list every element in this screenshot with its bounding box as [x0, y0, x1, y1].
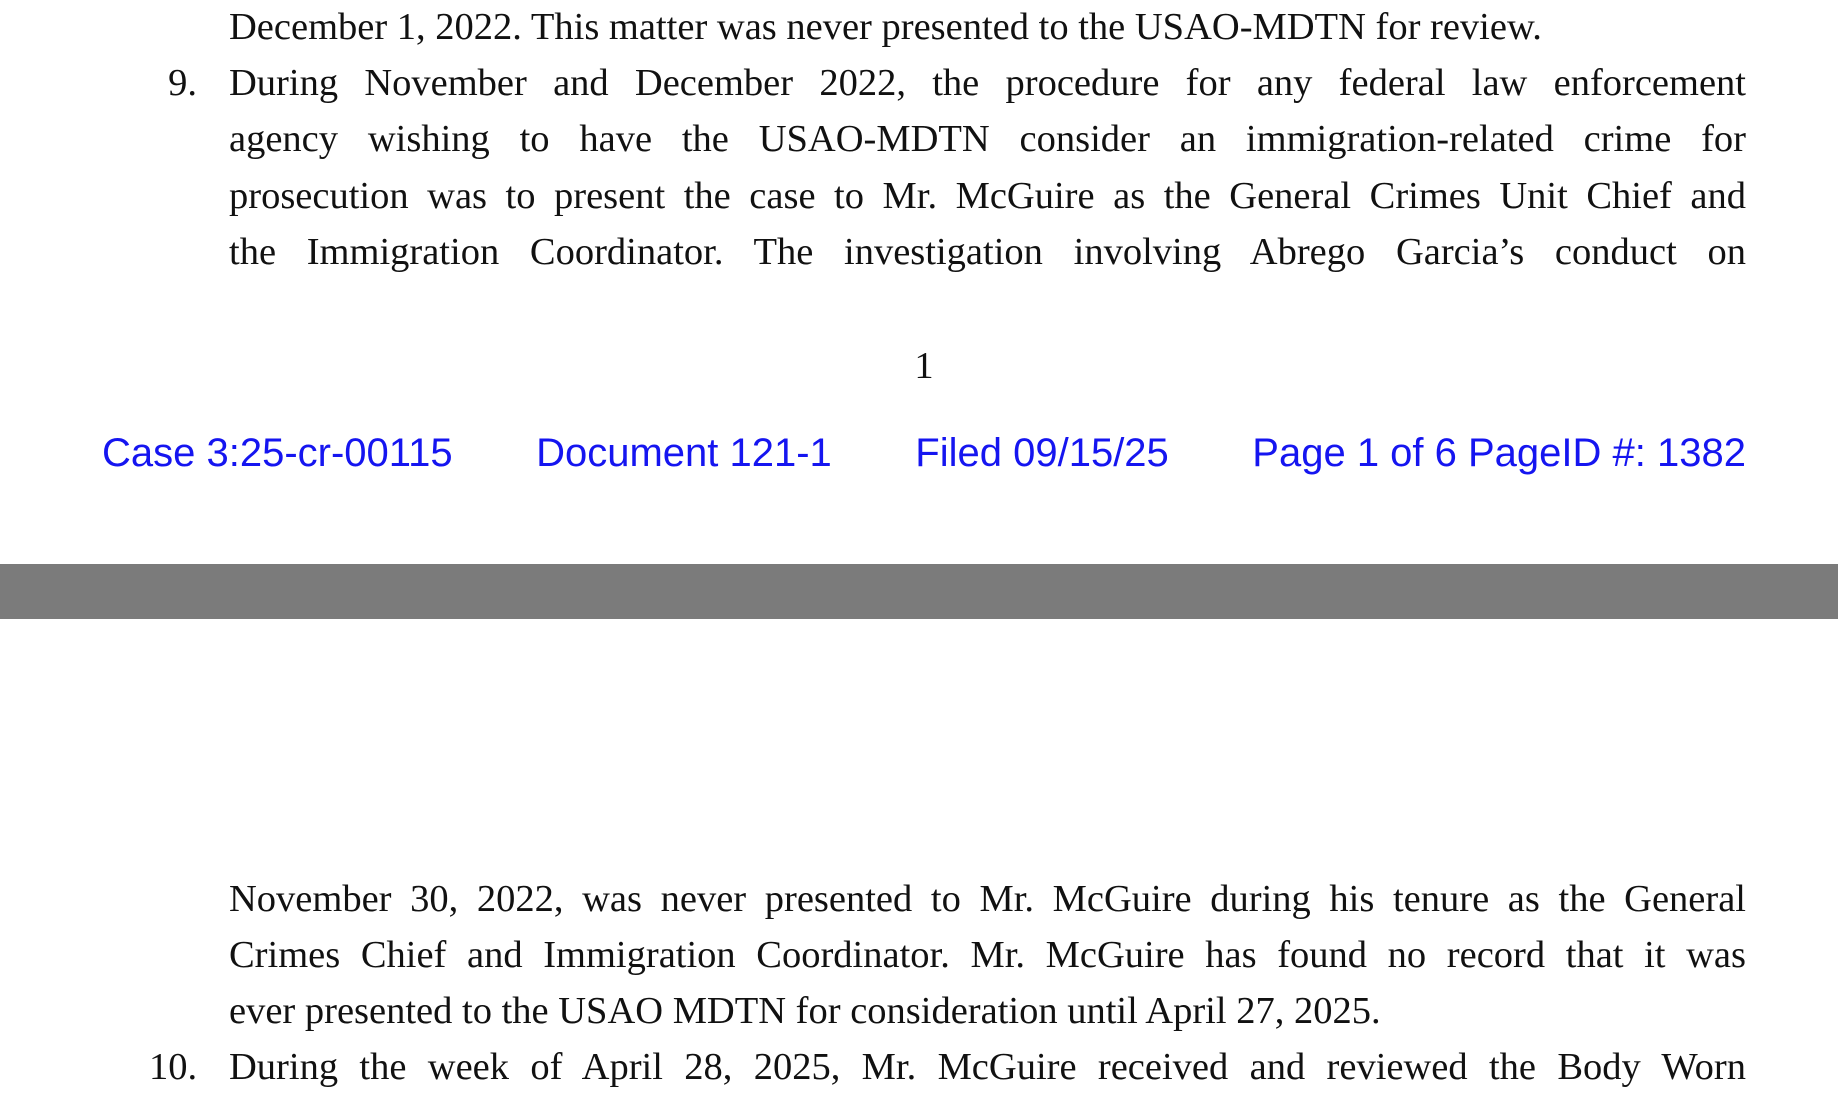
page-number: 1: [914, 345, 934, 387]
paragraph-line: December 1, 2022. This matter was never presented to the USAO-MDTN for review.: [229, 6, 1542, 48]
filed-date: Filed 09/15/25: [915, 431, 1169, 475]
filing-stamp: [102, 425, 1746, 481]
paragraph-line: During November and December 2022, the procedure for any federal law enforcement: [229, 62, 1746, 104]
page-separator: [0, 564, 1838, 619]
paragraph-line: agency wishing to have the USAO-MDTN consider an immigration-related crime for: [229, 118, 1746, 160]
item-number: 10.: [149, 1046, 198, 1088]
item-number: 9.: [168, 62, 197, 104]
case-number: Case 3:25-cr-00115: [102, 431, 453, 475]
document-number: Document 121-1: [536, 431, 832, 475]
paragraph-line: the Immigration Coordinator. The investigation involving Abrego Garcia’s conduct on: [229, 231, 1746, 273]
paragraph-line: prosecution was to present the case to Mr. McGuire as the General Crimes Unit Chief and: [229, 175, 1746, 217]
page-id: Page 1 of 6 PageID #: 1382: [1252, 431, 1746, 475]
paragraph-line: During the week of April 28, 2025, Mr. McGuire received and reviewed the Body Worn: [229, 1046, 1746, 1088]
paragraph-line: ever presented to the USAO MDTN for consideration until April 27, 2025.: [229, 990, 1381, 1032]
paragraph-line: November 30, 2022, was never presented to Mr. McGuire during his tenure as the General: [229, 878, 1746, 920]
paragraph-line: Crimes Chief and Immigration Coordinator. Mr. McGuire has found no record that it was: [229, 934, 1746, 976]
